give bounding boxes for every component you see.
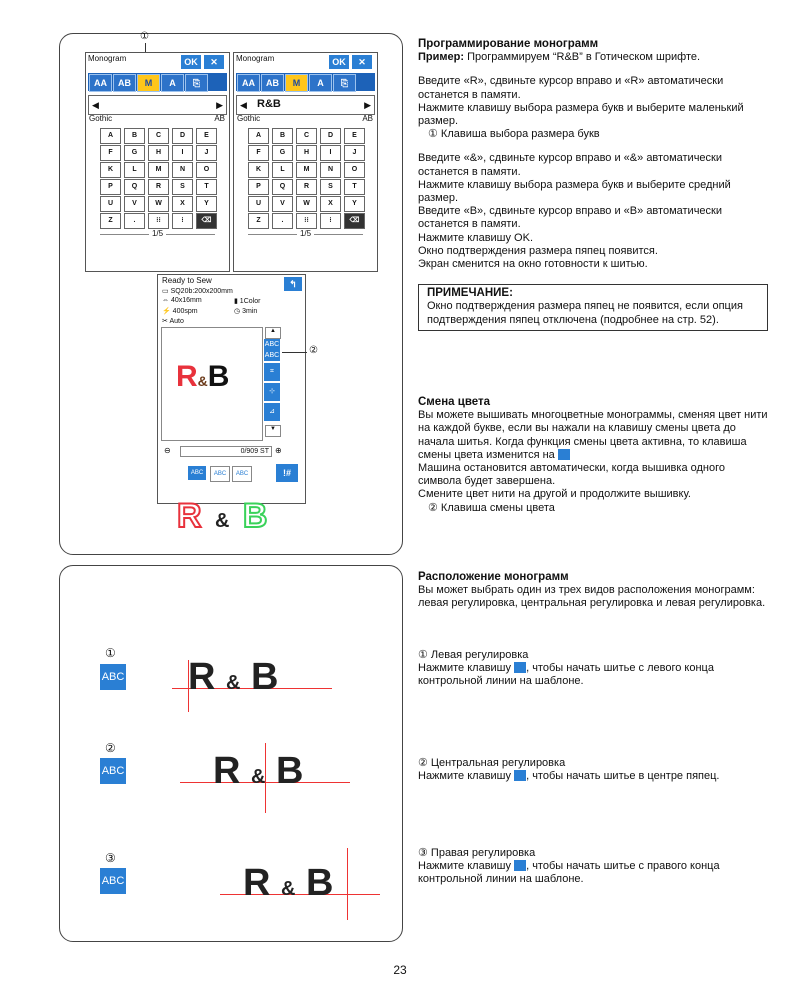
font-name: Gothic bbox=[237, 114, 261, 123]
icon-bar bbox=[88, 73, 227, 91]
key-11[interactable]: L bbox=[272, 162, 293, 178]
scroll-down-icon[interactable]: ▼ bbox=[265, 425, 281, 437]
left-text-a: Нажмите клавишу bbox=[418, 662, 512, 675]
key-20[interactable]: U bbox=[248, 196, 269, 212]
monogram-right bbox=[243, 862, 333, 905]
mono-b: B bbox=[276, 750, 304, 792]
hoop-size: SQ20b:200x200mm bbox=[170, 288, 233, 295]
right-text-a: Нажмите клавишу bbox=[418, 860, 512, 873]
section1-p7: Нажмите клавишу OK. bbox=[418, 231, 534, 244]
left-align-desc bbox=[418, 649, 768, 689]
color-sample bbox=[177, 497, 269, 536]
illustration-panel-top bbox=[59, 33, 403, 555]
key-11[interactable]: L bbox=[124, 162, 145, 178]
illustration-panel-bottom bbox=[59, 565, 403, 942]
preview-b: B bbox=[207, 360, 230, 393]
key-4[interactable]: E bbox=[196, 128, 217, 144]
center-align-text bbox=[418, 770, 768, 783]
sample-amp: & bbox=[215, 510, 232, 532]
example-paragraph bbox=[418, 51, 768, 64]
mono-b: B bbox=[306, 862, 334, 904]
key-0[interactable]: A bbox=[248, 128, 269, 144]
close-button[interactable]: ✕ bbox=[352, 55, 372, 69]
example-label: Пример: bbox=[418, 51, 465, 64]
font-icon[interactable]: AA bbox=[89, 74, 112, 92]
stitch-counter: 0/909 ST bbox=[180, 446, 272, 457]
cursor-right-icon[interactable]: ▶ bbox=[364, 100, 371, 110]
mono-r: R bbox=[243, 862, 271, 904]
page-indicator: 1/5 bbox=[149, 229, 166, 238]
layout-icon[interactable]: ⎘ bbox=[333, 74, 356, 92]
center-align-button[interactable]: ABC bbox=[210, 466, 230, 482]
callout-3: ③ bbox=[105, 851, 116, 865]
section1-p4: Введите «&», сдвиньте курсор вправо и «&» автоматически останется в памяти. bbox=[418, 152, 722, 178]
key-24[interactable]: Y bbox=[344, 196, 365, 212]
minus-icon[interactable]: ⊖ bbox=[164, 446, 171, 455]
section2-p1 bbox=[418, 409, 768, 462]
key-25[interactable]: Z bbox=[100, 213, 121, 229]
cursor-left-icon[interactable]: ◀ bbox=[92, 100, 99, 110]
icon-bar bbox=[236, 73, 375, 91]
mono-r: R bbox=[213, 750, 241, 792]
note-box bbox=[418, 284, 768, 331]
key-17[interactable]: R bbox=[296, 179, 317, 195]
section-layout bbox=[418, 571, 768, 611]
right-align-icon: ABC bbox=[100, 868, 126, 894]
key-2[interactable]: C bbox=[296, 128, 317, 144]
right-align-desc bbox=[418, 847, 768, 887]
layout-icon[interactable]: ⎘ bbox=[185, 74, 208, 92]
preview-r: R bbox=[176, 360, 198, 393]
ok-button[interactable]: OK bbox=[181, 55, 201, 69]
key-1[interactable]: B bbox=[124, 128, 145, 144]
ok-button[interactable]: OK bbox=[329, 55, 349, 69]
plus-icon[interactable]: ⊕ bbox=[275, 446, 282, 455]
monogram-icon[interactable]: M bbox=[137, 74, 160, 92]
page-indicator: 1/5 bbox=[297, 229, 314, 238]
note-text: Окно подтверждения размера пяпец не появится, если опция подтверждения пяпец отключена (подробнее на стр. 52). bbox=[427, 300, 743, 326]
key-21[interactable]: V bbox=[124, 196, 145, 212]
key-9[interactable]: J bbox=[196, 145, 217, 161]
hoop-icon[interactable]: ⌗ bbox=[264, 363, 280, 381]
key-7[interactable]: H bbox=[148, 145, 169, 161]
key-29[interactable]: ⌫ bbox=[196, 213, 217, 229]
section-color-change bbox=[418, 396, 768, 515]
angle-icon[interactable]: ⊿ bbox=[264, 403, 280, 421]
center-align-icon: ABC bbox=[100, 758, 126, 784]
sample-r: R bbox=[177, 497, 204, 535]
right-align-button[interactable]: ABC bbox=[232, 466, 252, 482]
preview-amp: & bbox=[197, 373, 208, 389]
left-align-small-icon bbox=[514, 662, 526, 673]
key-14[interactable]: O bbox=[344, 162, 365, 178]
center-text-b: , чтобы начать шитье в центре пяпец. bbox=[526, 770, 720, 783]
color-change-button[interactable]: ABC ABC bbox=[264, 341, 280, 359]
key-3[interactable]: D bbox=[320, 128, 341, 144]
key-29[interactable]: ⌫ bbox=[344, 213, 365, 229]
key-26[interactable]: . bbox=[124, 213, 145, 229]
key-14[interactable]: O bbox=[196, 162, 217, 178]
trace-icon[interactable]: ⊹ bbox=[264, 383, 280, 401]
mono-amp: & bbox=[251, 766, 266, 788]
key-12[interactable]: M bbox=[296, 162, 317, 178]
section3-intro: Вы может выбрать один из трех видов расположения монограмм: левая регулировка, центральная регулировка и левая регулировка. bbox=[418, 584, 766, 610]
key-16[interactable]: Q bbox=[124, 179, 145, 195]
left-align-icon: ABC bbox=[100, 664, 126, 690]
key-23[interactable]: X bbox=[172, 196, 193, 212]
cursor-left-icon[interactable]: ◀ bbox=[240, 100, 247, 110]
pager bbox=[86, 229, 229, 238]
key-27[interactable]: ⁝⁝ bbox=[148, 213, 169, 229]
close-button[interactable]: ✕ bbox=[204, 55, 224, 69]
key-22[interactable]: W bbox=[148, 196, 169, 212]
key-18[interactable]: S bbox=[320, 179, 341, 195]
key-28[interactable]: ⁝ bbox=[320, 213, 341, 229]
page-number: 23 bbox=[393, 963, 407, 977]
key-19[interactable]: T bbox=[344, 179, 365, 195]
letter-size-icon[interactable]: A bbox=[161, 74, 184, 92]
section1-p3: ① Клавиша выбора размера букв bbox=[428, 128, 600, 141]
key-27[interactable]: ⁝⁝ bbox=[296, 213, 317, 229]
design-size: 40x16mm bbox=[170, 297, 202, 304]
section1-p9: Экран сменится на окно готовности к шитью. bbox=[418, 258, 648, 271]
section2-p2: Машина остановится автоматически, когда вышивка одного символа будет завершена. bbox=[418, 462, 726, 488]
key-10[interactable]: K bbox=[100, 162, 121, 178]
left-align-title: ① Левая регулировка bbox=[418, 649, 529, 661]
size-info: ⇔ 40x16mm bbox=[162, 297, 202, 304]
time-value: 3min bbox=[242, 308, 258, 315]
cursor-right-icon[interactable]: ▶ bbox=[216, 100, 223, 110]
key-13[interactable]: N bbox=[320, 162, 341, 178]
section-programming bbox=[418, 38, 768, 331]
callout-1: ① bbox=[140, 31, 149, 42]
monogram-icon[interactable]: M bbox=[285, 74, 308, 92]
center-align-title: ② Центральная регулировка bbox=[418, 757, 566, 769]
mono-r: R bbox=[188, 656, 216, 698]
callout-2-line bbox=[282, 352, 307, 353]
entry-value: R&B bbox=[257, 98, 281, 110]
key-16[interactable]: Q bbox=[272, 179, 293, 195]
left-align-button[interactable]: ABC bbox=[188, 466, 206, 480]
font-name: Gothic bbox=[89, 114, 113, 123]
key-6[interactable]: G bbox=[272, 145, 293, 161]
size-label: AB bbox=[362, 114, 373, 123]
key-25[interactable]: Z bbox=[248, 213, 269, 229]
key-1[interactable]: B bbox=[272, 128, 293, 144]
monogram-center bbox=[213, 750, 303, 793]
key-21[interactable]: V bbox=[272, 196, 293, 212]
key-22[interactable]: W bbox=[296, 196, 317, 212]
example-text: Программируем “R&B” в Готическом шрифте. bbox=[464, 51, 701, 64]
center-text-a: Нажмите клавишу bbox=[418, 770, 512, 783]
color-info: ▮ 1Color bbox=[234, 298, 261, 305]
back-button[interactable]: ↰ bbox=[284, 277, 302, 291]
key-24[interactable]: Y bbox=[196, 196, 217, 212]
key-13[interactable]: N bbox=[172, 162, 193, 178]
key-28[interactable]: ⁝ bbox=[172, 213, 193, 229]
size-icon[interactable]: AB bbox=[261, 74, 284, 92]
section2-p3: Смените цвет нити на другой и продолжите вышивку. bbox=[418, 488, 691, 501]
section3-title: Расположение монограмм bbox=[418, 571, 569, 583]
hash-button[interactable]: !# bbox=[276, 464, 298, 482]
size-icon[interactable]: AB bbox=[113, 74, 136, 92]
section1-p2: Нажмите клавишу выбора размера букв и выберите маленький размер. bbox=[418, 101, 744, 128]
left-text-b: , чтобы начать шитье с левого конца контрольной линии на шаблоне. bbox=[418, 662, 714, 688]
letter-size-icon[interactable]: A bbox=[309, 74, 332, 92]
key-26[interactable]: . bbox=[272, 213, 293, 229]
preview-monogram bbox=[176, 360, 229, 394]
size-label: AB bbox=[214, 114, 225, 123]
right-align-text bbox=[418, 860, 768, 886]
key-3[interactable]: D bbox=[172, 128, 193, 144]
key-8[interactable]: I bbox=[172, 145, 193, 161]
key-2[interactable]: C bbox=[148, 128, 169, 144]
time-info: ◷ 3min bbox=[234, 308, 258, 315]
monogram-left bbox=[188, 656, 278, 699]
monogram-screen-b bbox=[233, 52, 378, 272]
key-0[interactable]: A bbox=[100, 128, 121, 144]
callout-1: ① bbox=[105, 646, 116, 660]
center-align-desc bbox=[418, 757, 768, 783]
mono-amp: & bbox=[226, 672, 241, 694]
key-15[interactable]: P bbox=[100, 179, 121, 195]
mono-b: B bbox=[251, 656, 279, 698]
vline-3 bbox=[347, 848, 348, 920]
font-icon[interactable]: AA bbox=[237, 74, 260, 92]
center-align-small-icon bbox=[514, 770, 526, 781]
key-9[interactable]: J bbox=[344, 145, 365, 161]
key-17[interactable]: R bbox=[148, 179, 169, 195]
section1-title: Программирование монограмм bbox=[418, 38, 599, 50]
color-count: 1Color bbox=[239, 298, 261, 305]
screen-title: Monogram bbox=[236, 54, 275, 63]
key-5[interactable]: F bbox=[100, 145, 121, 161]
key-12[interactable]: M bbox=[148, 162, 169, 178]
key-4[interactable]: E bbox=[344, 128, 365, 144]
left-align-text bbox=[418, 662, 768, 688]
pager bbox=[234, 229, 377, 238]
section2-title: Смена цвета bbox=[418, 396, 491, 408]
section1-p6: Введите «B», сдвиньте курсор вправо и «B» автоматически останется в памяти. bbox=[418, 205, 722, 231]
speed-info: ⚡ 400spm bbox=[162, 308, 198, 315]
key-23[interactable]: X bbox=[320, 196, 341, 212]
key-5[interactable]: F bbox=[248, 145, 269, 161]
section2-p4: ② Клавиша смены цвета bbox=[428, 501, 555, 514]
key-20[interactable]: U bbox=[100, 196, 121, 212]
hoop-info: ▭ SQ20b:200x200mm bbox=[162, 288, 233, 295]
callout-2: ② bbox=[309, 345, 318, 356]
screen-title: Monogram bbox=[88, 54, 127, 63]
section1-p1: Введите «R», сдвиньте курсор вправо и «R» автоматически останется в памяти. bbox=[418, 75, 724, 101]
section1-p8: Окно подтверждения размера пяпец появится. bbox=[418, 244, 658, 257]
right-align-title: ③ Правая регулировка bbox=[418, 847, 536, 859]
key-19[interactable]: T bbox=[196, 179, 217, 195]
color-change-active-icon bbox=[558, 449, 570, 460]
ready-to-sew-screen bbox=[157, 274, 306, 504]
section2-p1-text: Вы можете вышивать многоцветные монограммы, сменяя цвет нити на каждой букве, если вы нажали на клавишу смены цвета до начала шитья. Когда функция смены цвета активна, то клавиша смены цвета изменится на bbox=[418, 409, 768, 461]
text-entry[interactable] bbox=[236, 95, 375, 115]
auto-info: ✂ Auto bbox=[162, 318, 184, 325]
key-10[interactable]: K bbox=[248, 162, 269, 178]
text-entry[interactable] bbox=[88, 95, 227, 115]
callout-2: ② bbox=[105, 741, 116, 755]
sample-b: B bbox=[242, 497, 270, 535]
scroll-up-icon[interactable]: ▲ bbox=[265, 327, 281, 339]
key-6[interactable]: G bbox=[124, 145, 145, 161]
note-title: ПРИМЕЧАНИЕ: bbox=[427, 287, 513, 300]
auto-value: Auto bbox=[169, 318, 184, 325]
key-7[interactable]: H bbox=[296, 145, 317, 161]
key-8[interactable]: I bbox=[320, 145, 341, 161]
speed-value: 400spm bbox=[172, 308, 198, 315]
key-15[interactable]: P bbox=[248, 179, 269, 195]
right-text-b: , чтобы начать шитье с правого конца контрольной линии на шаблоне. bbox=[418, 860, 720, 886]
mono-amp: & bbox=[281, 878, 296, 900]
section1-p5: Нажмите клавишу выбора размера букв и выберите средний размер. bbox=[418, 178, 731, 205]
right-align-small-icon bbox=[514, 860, 526, 871]
monogram-screen-a bbox=[85, 52, 230, 272]
preview-area bbox=[161, 327, 263, 441]
ready-title: Ready to Sew bbox=[162, 276, 212, 285]
key-18[interactable]: S bbox=[172, 179, 193, 195]
